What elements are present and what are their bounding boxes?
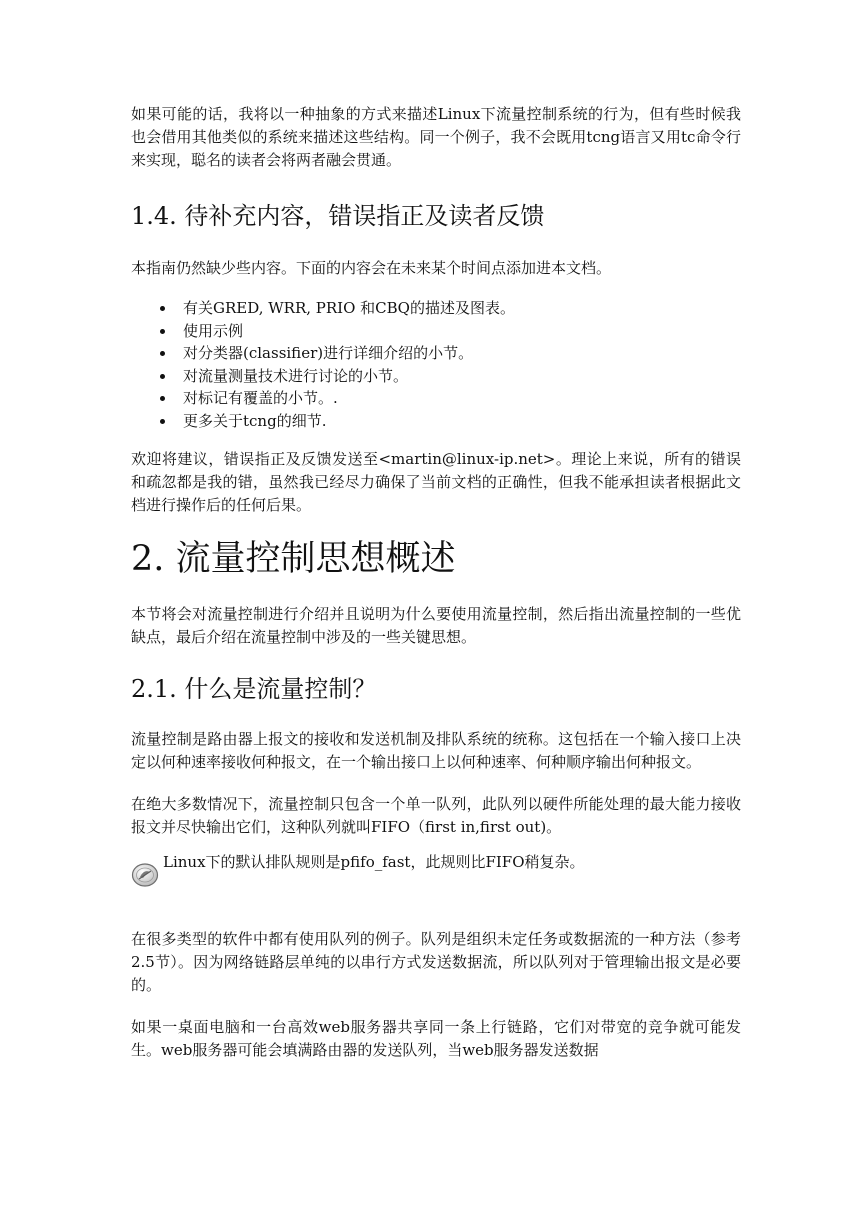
- section-1-4-heading: 1.4. 待补充内容，错误指正及读者反馈: [131, 202, 545, 230]
- section-2-lead: 本节将会对流量控制进行介绍并且说明为什么要使用流量控制，然后指出流量控制的一些优缺点，最后介绍在流量控制中涉及的一些关键思想。: [131, 605, 741, 646]
- section-2-heading: 2. 流量控制思想概述: [131, 539, 456, 579]
- document-page: [131, 100, 741, 1062]
- section-2-1-para-1: 流量控制是路由器上报文的接收和发送机制及排队系统的统称。这包括在一个输入接口上决定以何种速率接收何种报文，在一个输出接口上以何种速率、何种顺序输出何种报文。: [131, 730, 741, 771]
- intro-paragraph: 如果可能的话，我将以一种抽象的方式来描述Linux下流量控制系统的行为，但有些时候我也会借用其他类似的系统来描述这些结构。同一个例子，我不会既用tcng语言又用tc命令行来实现，聪名的读者会将两者融会贯通。: [131, 105, 741, 169]
- feedback-paragraph: 欢迎将建议，错误指正及反馈发送至<martin@linux-ip.net>。理论上来说，所有的错误和疏忽都是我的错，虽然我已经尽力确保了当前文档的正确性，但我不能承担读者根据此文档进行操作后的任何后果。: [131, 450, 741, 514]
- section-2-1-para-3: 在很多类型的软件中都有使用队列的例子。队列是组织未定任务或数据流的一种方法（参考2.5节）。因为网络链路层单纯的以串行方式发送数据流，所以队列对于管理输出报文是必要的。: [131, 930, 741, 994]
- list-item: 对标记有覆盖的小节。.: [183, 387, 741, 410]
- section-2-1-para-4: 如果一桌面电脑和一台高效web服务器共享同一条上行链路，它们对带宽的竞争就可能发生。web服务器可能会填满路由器的发送队列，当web服务器发送数据: [131, 1018, 741, 1059]
- list-item: 对流量测量技术进行讨论的小节。: [183, 365, 741, 388]
- list-item: 更多关于tcng的细节.: [183, 410, 741, 433]
- note-box: [131, 851, 741, 891]
- note-icon: [131, 861, 159, 889]
- list-item: 使用示例: [183, 320, 741, 343]
- list-item: 有关GRED, WRR, PRIO 和CBQ的描述及图表。: [183, 297, 741, 320]
- todo-list: [131, 297, 741, 432]
- section-1-4-lead: 本指南仍然缺少些内容。下面的内容会在未来某个时间点添加进本文档。: [131, 259, 612, 277]
- section-2-1-para-2: 在绝大多数情况下，流量控制只包含一个单一队列，此队列以硬件所能处理的最大能力接收报文并尽快输出它们，这种队列就叫FIFO（first in,first out)。: [131, 795, 741, 836]
- note-text: Linux下的默认排队规则是pfifo_fast，此规则比FIFO稍复杂。: [163, 853, 585, 871]
- list-item: 对分类器(classifier)进行详细介绍的小节。: [183, 342, 741, 365]
- section-2-1-heading: 2.1. 什么是流量控制？: [131, 675, 377, 703]
